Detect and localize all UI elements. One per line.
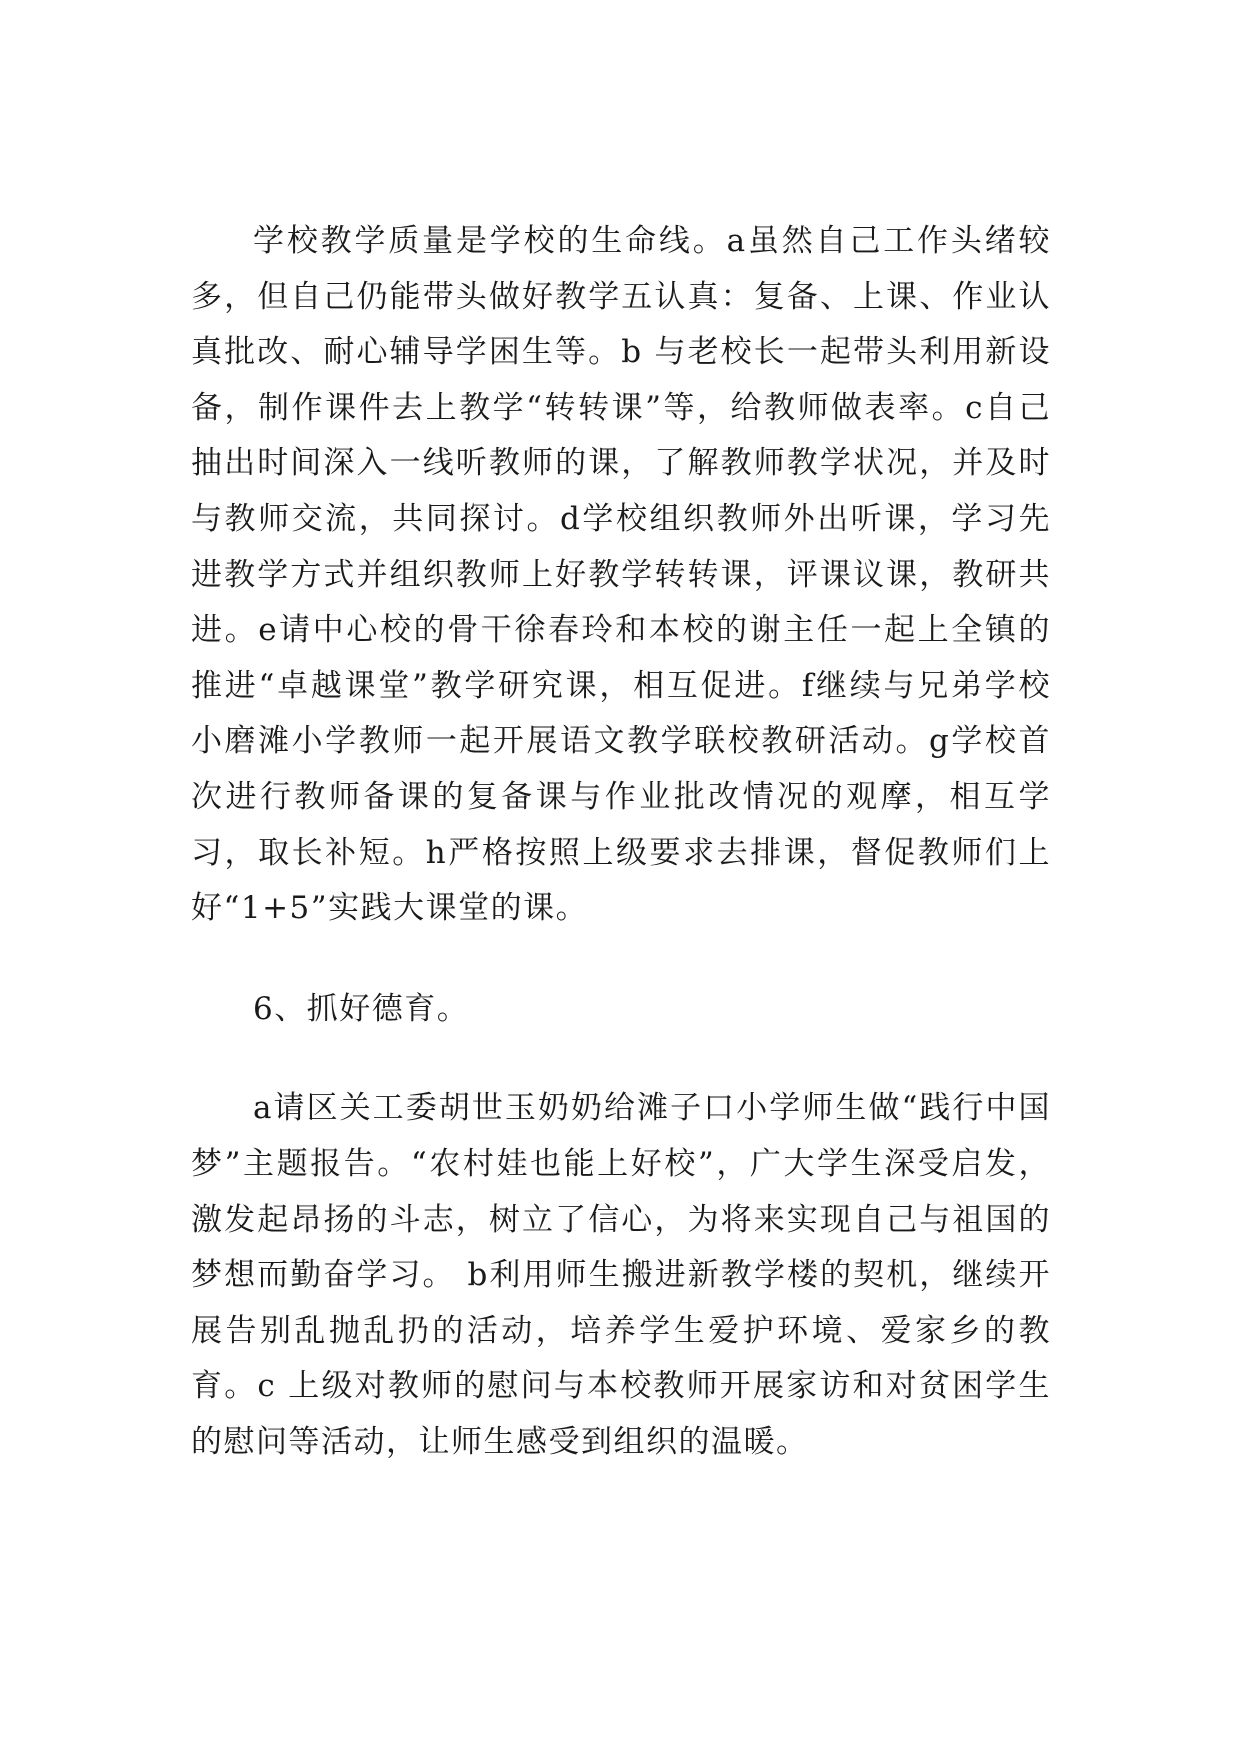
document-body: [191, 214, 1051, 1470]
paragraph-spacer: [191, 1037, 1051, 1081]
section-heading-moral-education: 6、抓好德育。: [253, 990, 470, 1027]
paragraph-moral-education: a请区关工委胡世玉奶奶给滩子口小学师生做“践行中国梦”主题报告。“农村娃也能上好校”，广大学生深受启发，激发起昂扬的斗志，树立了信心，为将来实现自己与祖国的梦想而勤奋学习。 b利用师生搬进新教学楼的契机，继续开展告别乱抛乱扔的活动，培养学生爱护环境、爱家乡的教育。c 上级对教师的慰问与本校教师开展家访和对贫困学生的慰问等活动，让师生感受到组织的温暖。: [191, 1090, 1051, 1460]
paragraph-spacer: [191, 937, 1051, 982]
paragraph-teaching-quality: 学校教学质量是学校的生命线。a虽然自己工作头绪较多，但自己仍能带头做好教学五认真：复备、上课、作业认真批改、耐心辅导学困生等。b 与老校长一起带头利用新设备，制作课件去上教学“转转课”等，给教师做表率。c自己抽出时间深入一线听教师的课，了解教师教学状况，并及时与教师交流，共同探讨。d学校组织教师外出听课，学习先进教学方式并组织教师上好教学转转课，评课议课，教研共进。e请中心校的骨干徐春玲和本校的谢主任一起上全镇的推进“卓越课堂”教学研究课，相互促进。f继续与兄弟学校小磨滩小学教师一起开展语文教学联校教研活动。g学校首次进行教师备课的复备课与作业批改情况的观摩，相互学习，取长补短。h严格按照上级要求去排课，督促教师们上好“1+5”实践大课堂的课。: [191, 223, 1051, 927]
